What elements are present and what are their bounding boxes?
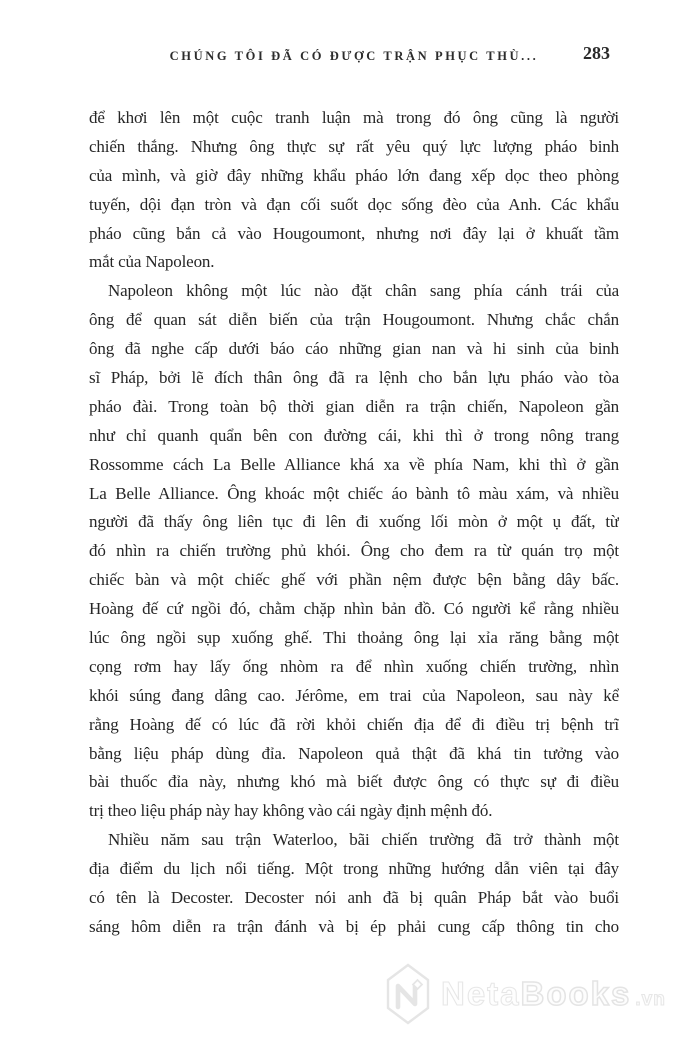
text-line: người đã thấy ông liên tục đi lên đi xuống lối mòn ở một ụ đất, từ [89, 512, 619, 532]
text-line: lúc ông ngồi sụp xuống ghế. Thi thoảng ông lại xỉa răng bằng một [89, 628, 619, 648]
text-line: ông đã nghe cấp dưới báo cáo những gian nan và hi sinh của binh [89, 339, 619, 359]
text-line: có tên là Decoster. Decoster nói anh đã bị quân Pháp bắt vào buổi [89, 888, 619, 908]
text-line: ông để quan sát diễn biến của trận Hougoumont. Nhưng chắc chắn [89, 310, 619, 330]
watermark-wordmark [441, 975, 666, 1013]
watermark-tld: .vn [635, 989, 666, 1010]
text-line: trị theo liệu pháp này hay không vào cái ngày định mệnh đó. [89, 801, 493, 821]
page-number: 283 [583, 43, 610, 63]
body-text [89, 104, 619, 942]
text-line: khói súng đang dâng cao. Jérôme, em trai của Napoleon, sau này kể [89, 685, 619, 705]
text-line: tuyến, dội đạn tròn và đạn cối suốt dọc sống đèo của Anh. Các khẩu [89, 194, 619, 214]
text-line: địa điểm du lịch nổi tiếng. Một trong những hướng dẫn viên tại đây [89, 859, 619, 879]
text-line: pháo cũng bắn cả vào Hougoumont, nhưng nơi đây lại ở khuất tầm [89, 223, 619, 243]
paragraph [89, 277, 619, 826]
text-line: Napoleon không một lúc nào đặt chân sang phía cánh trái của [108, 281, 619, 301]
paragraph [89, 104, 619, 277]
text-line: như chỉ quanh quẩn bên con đường cái, khi thì ở trong nông trang [89, 425, 619, 445]
running-header [91, 43, 617, 68]
text-line: Nhiều năm sau trận Waterloo, bãi chiến trường đã trở thành một [108, 830, 619, 850]
running-header-title: CHÚNG TÔI ĐÃ CÓ ĐƯỢC TRẬN PHỤC THÙ... [169, 49, 539, 63]
text-line: rằng Hoàng đế có lúc đã rời khỏi chiến địa để đi điều trị bệnh trĩ [89, 714, 619, 734]
text-line: chiếc bàn và một chiếc ghế với phần nệm được bện bằng dây bấc. [89, 570, 619, 590]
text-line: bằng liệu pháp dùng đỉa. Napoleon quả thật đã khá tin tưởng vào [89, 743, 619, 763]
text-line: sáng hôm diễn ra trận đánh và bị ép phải cung cấp thông tin cho [89, 916, 619, 936]
text-line: pháo đài. Trong toàn bộ thời gian diễn ra trận chiến, Napoleon gần [89, 396, 619, 416]
text-line: sĩ Pháp, bởi lẽ đích thân ông đã ra lệnh cho bắn lựu pháo vào tòa [89, 368, 619, 388]
text-line: đó nhìn ra chiến trường phủ khói. Ông cho đem ra từ quán trọ một [89, 541, 619, 561]
watermark-brand-light: Neta [441, 975, 521, 1012]
text-line: cọng rơm hay lấy ống nhòm ra để nhìn xuống chiến trường, nhìn [89, 656, 619, 676]
paragraph [89, 826, 619, 942]
text-line: mắt của Napoleon. [89, 252, 215, 272]
text-line: để khơi lên một cuộc tranh luận mà trong đó ông cũng là người [89, 108, 619, 127]
text-line: bài thuốc đỉa này, nhưng khó mà biết được ông có thực sự đi điều [89, 772, 619, 792]
text-line: La Belle Alliance. Ông khoác một chiếc áo bành tô màu xám, và nhiều [89, 483, 619, 503]
text-line: Hoàng đế cứ ngồi đó, chằm chặp nhìn bản đồ. Có người kể rằng nhiều [89, 599, 619, 619]
netabooks-hexagon-logo-icon [386, 963, 430, 1025]
watermark [386, 960, 666, 1028]
text-line: của mình, và giờ đây những khẩu pháo lớn đang xếp dọc theo phòng [89, 165, 619, 185]
watermark-brand-bold: Books [520, 975, 632, 1012]
text-line: chiến thắng. Nhưng ông thực sự rất yêu quý lực lượng pháo binh [89, 136, 619, 156]
text-line: Rossomme cách La Belle Alliance khá xa về phía Nam, khi thì ở gần [89, 454, 619, 474]
